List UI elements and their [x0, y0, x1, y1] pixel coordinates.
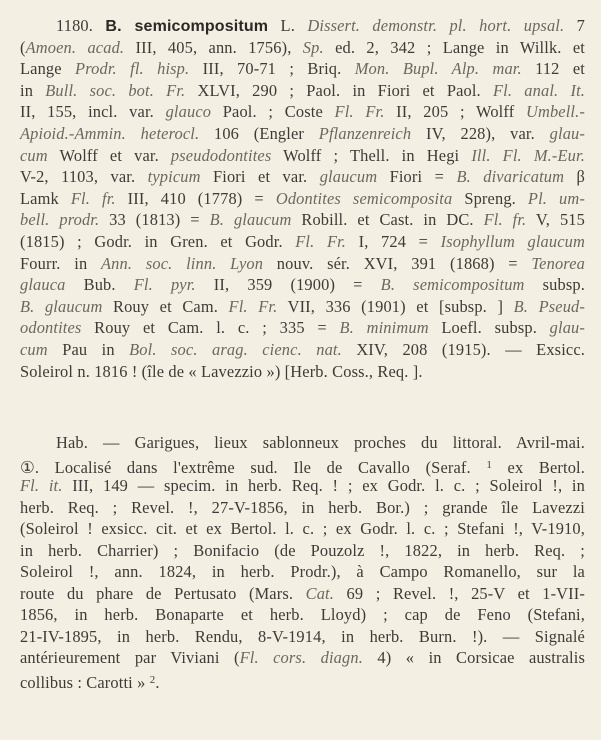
italic-citation: B. minimum — [339, 318, 429, 338]
text-run: V, 515 — [526, 210, 585, 230]
footnote-marker: 2 — [149, 673, 156, 686]
text-run: III, 405, ann. 1756), — [124, 37, 303, 57]
text-run: IV, 228), var. — [411, 124, 550, 143]
italic-citation: B. Pseud- — [513, 296, 585, 316]
text-line — [20, 189, 585, 209]
text-run: L. — [268, 16, 308, 35]
text-run: in herb. Charrier) ; Bonifacio (de Pouzolz !, 1822, in herb. Req. ; — [20, 540, 585, 560]
text-line — [20, 584, 585, 604]
italic-citation: Fl. fr. — [70, 188, 116, 208]
text-line — [20, 648, 585, 668]
text-run: subsp. — [524, 275, 585, 295]
italic-citation: Prodr. fl. hisp. — [75, 59, 190, 79]
text-run: XIV, 208 (1915). — Exsicc. — [341, 340, 586, 359]
italic-citation: bell. prodr. — [20, 210, 100, 230]
text-run: 7 — [564, 16, 585, 35]
text-run: ( — [20, 37, 26, 57]
text-run: ed. 2, 342 ; Lange in Willk. et — [323, 37, 586, 57]
text-run: VII, 336 (1901) et [subsp. ] — [277, 296, 514, 316]
text-run: II, 205 ; Wolff — [384, 102, 526, 122]
text-run: in — [20, 80, 46, 100]
italic-citation: Bol. soc. arag. cienc. nat. — [129, 340, 342, 359]
italic-citation: Tenorea — [531, 253, 585, 273]
text-run: Fiori et var. — [200, 167, 320, 187]
text-run: β — [564, 167, 586, 187]
italic-citation: Pl. um- — [527, 188, 585, 208]
text-line — [20, 254, 585, 274]
text-run: (Soleirol ! exsicc. cit. et ex Bertol. l. c. ; ex Godr. l. c. ; Stefani !, V-1910, — [20, 519, 585, 538]
italic-citation: Ill. Fl. M.-Eur. — [471, 145, 585, 165]
italic-citation: pseudodontites — [170, 145, 272, 165]
text-line — [20, 38, 585, 58]
text-run: 106 (Engler — [199, 124, 319, 143]
text-line — [20, 498, 585, 518]
italic-citation: glau- — [549, 318, 586, 338]
italic-citation: glauco — [165, 102, 212, 122]
footnote-marker: 1 — [486, 458, 492, 471]
italic-citation: Odontites semicomposita — [275, 188, 453, 208]
italic-citation: B. semicompositum — [380, 275, 525, 295]
italic-citation: B. divaricatum — [456, 167, 565, 187]
italic-citation: glauca — [20, 275, 66, 295]
italic-citation: glaucum — [319, 167, 378, 187]
text-run: II, 155, incl. var. — [20, 102, 166, 122]
italic-citation: Umbell.- — [525, 102, 585, 122]
italic-citation: Fl. Fr. — [295, 232, 347, 251]
italic-citation: Fl. it. — [20, 476, 63, 495]
text-run: 4) « in Corsicae australis — [362, 648, 585, 667]
text-run: Loefl. subsp. — [428, 318, 550, 338]
italic-citation: Fl. anal. It. — [493, 80, 586, 100]
text-line — [20, 102, 585, 122]
text-run: ex Bertol. — [491, 457, 585, 477]
text-line — [20, 562, 585, 582]
text-run: 69 ; Revel. !, 25-V et 1-VII- — [334, 583, 585, 603]
italic-citation: Cat. — [305, 583, 335, 603]
italic-citation: Fl. pyr. — [133, 275, 196, 295]
italic-citation: Apioid.-Ammin. heterocl. — [20, 124, 200, 143]
text-run: 33 (1813) = — [99, 210, 210, 230]
italic-citation: Mon. Bupl. Alp. mar. — [354, 59, 522, 79]
text-run: Wolff ; Thell. in Hegi — [271, 145, 472, 165]
text-run: . — [155, 672, 160, 692]
text-run: I, 724 = — [346, 232, 441, 251]
text-run: route du phare de Pertusato (Mars. — [20, 583, 306, 603]
text-line — [20, 297, 585, 317]
text-run: Pau in — [47, 340, 130, 359]
italic-citation: Fl. Fr. — [228, 296, 278, 316]
text-run: nouv. sér. XVI, 391 (1868) = — [263, 253, 532, 273]
text-line — [56, 433, 585, 453]
italic-citation: Fl. Fr. — [334, 102, 385, 122]
text-line — [20, 210, 585, 230]
italic-citation: Fl. fr. — [483, 210, 527, 230]
text-run: Hab. — Garigues, lieux sablonneux proches du littoral. Avril-mai. — [56, 433, 585, 452]
text-line — [20, 670, 160, 693]
text-run: Wolff et var. — [47, 145, 171, 165]
italic-citation: cum — [20, 145, 48, 165]
italic-citation: Isophyllum glaucum — [440, 232, 585, 251]
text-line — [20, 146, 585, 166]
italic-citation: glau- — [549, 124, 585, 143]
text-line — [20, 476, 585, 496]
text-run: III, 149 — specim. in herb. Req. ! ; ex Godr. l. c. ; Soleirol !, in — [62, 476, 585, 495]
text-run: (1815) ; Godr. in Gren. et Godr. — [20, 232, 296, 251]
text-line — [20, 627, 585, 647]
italic-citation: Bull. soc. bot. Fr. — [45, 80, 186, 100]
text-line — [20, 232, 585, 252]
text-run: ①. Localisé dans l'extrême sud. Ile de Cavallo (Seraf. — [20, 457, 487, 477]
text-run: Fourr. in — [20, 253, 102, 273]
italic-citation: odontites — [20, 318, 82, 338]
italic-citation: Ann. soc. linn. Lyon — [101, 253, 264, 273]
text-run: III, 70-71 ; Briq. — [189, 59, 355, 79]
text-line — [20, 519, 585, 539]
text-line — [20, 362, 423, 382]
text-run: 112 et — [521, 59, 585, 79]
text-run: Rouy et Cam. l. c. ; 335 = — [81, 318, 340, 338]
text-run: V-2, 1103, var. — [20, 167, 148, 187]
text-line — [20, 59, 585, 79]
text-line — [20, 318, 585, 338]
italic-citation: B. glaucum — [209, 210, 292, 230]
text-line — [20, 81, 585, 101]
text-run: Soleirol !, ann. 1824, in herb. Prodr.), à Campo Romanello, sur la — [20, 562, 585, 581]
italic-citation: typicum — [147, 167, 201, 187]
text-run: 1856, in herb. Bonaparte et herb. Lloyd) ; cap de Feno (Stefani, — [20, 605, 585, 624]
italic-citation: Amoen. acad. — [25, 37, 125, 57]
text-run: Soleirol n. 1816 ! (île de « Lavezzio ») [Herb. Coss., Req. ]. — [20, 361, 423, 381]
italic-citation: Dissert. demonstr. pl. hort. upsal. — [307, 16, 565, 35]
italic-citation: Pflanzenreich — [318, 124, 412, 143]
text-run: 21-IV-1895, in herb. Rendu, 8-V-1914, in herb. Burn. !). — Signalé — [20, 626, 585, 646]
text-line — [20, 167, 585, 187]
text-run: II, 359 (1900) = — [195, 275, 381, 295]
text-run: antérieurement par Viviani ( — [20, 648, 240, 667]
text-run: XLVI, 290 ; Paol. in Fiori et Paol. — [185, 80, 493, 100]
text-run: Lange — [20, 59, 76, 79]
text-run: Bub. — [65, 275, 134, 295]
italic-citation: B. glaucum — [20, 296, 103, 316]
text-run: Rouy et Cam. — [102, 296, 229, 316]
text-run: collibus : Carotti » — [20, 672, 150, 692]
text-line — [20, 605, 585, 625]
text-run: herb. Req. ; Revel. !, 27-V-1856, in herb. Bor.) ; grande île Lavezzi — [20, 497, 585, 517]
text-line — [20, 541, 585, 561]
text-run: Fiori = — [377, 167, 457, 187]
text-line — [20, 124, 585, 144]
text-line — [20, 340, 585, 360]
text-run: Robill. et Cast. in DC. — [291, 210, 484, 230]
text-line — [20, 455, 585, 478]
text-run: III, 410 (1778) = — [115, 188, 276, 208]
text-run: Spreng. — [452, 188, 528, 208]
italic-citation: Fl. cors. diagn. — [239, 648, 363, 667]
text-line — [56, 16, 585, 37]
italic-citation: cum — [20, 340, 48, 359]
species-name: B. semicompositum — [105, 18, 269, 35]
italic-citation: Sp. — [302, 37, 324, 57]
text-run: Lamk — [20, 188, 71, 208]
text-run: 1180. — [56, 16, 106, 35]
text-run: Paol. ; Coste — [211, 102, 335, 122]
text-line — [20, 275, 585, 295]
